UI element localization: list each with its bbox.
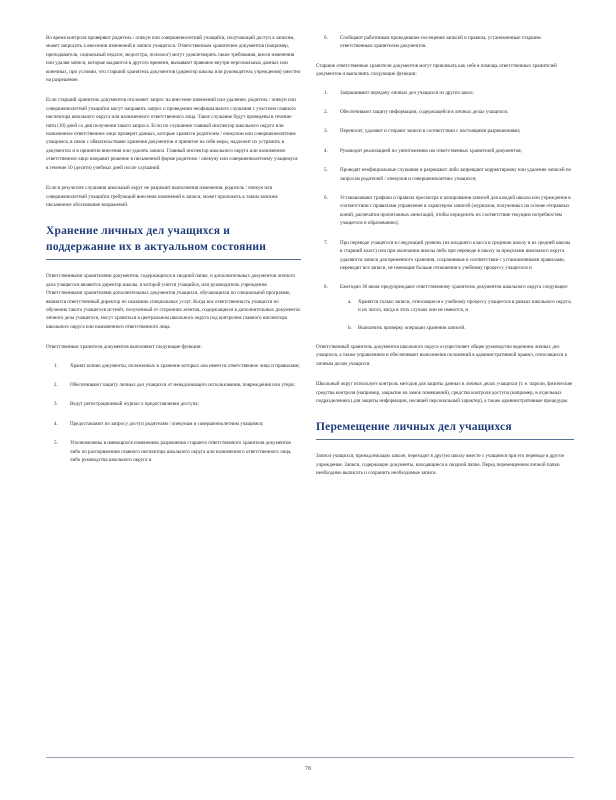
- security-paragraph: Школьный округ использует контроль методов для защиты данных в личных делах учащихся (т. е. пароли, физические средства контроля (например, закрытие на замок помещений), средства контроля доступа (например, в отдельных подразделениях) для защиты информации, носящей персональный характер), а также административные процедуры.: [316, 381, 573, 404]
- section-heading-transfer: Перемещение личных дел учащихся: [316, 421, 512, 434]
- intro-paragraph: Если в результате слушания школьный округ не разрешит выполнения изменения, родитель / опекун или совершеннолетний учащийся требующий внесения изменений в записи, может приложить к таким записям письменное обоснование возражений.: [46, 185, 278, 208]
- list-item: 8. Ежегодно 30 июля предупреждают ответственному хранителю документов школьного округа следующее: a. Хранятся только записи, относящиеся к учебному процессу учащегося в рамках школьного округа, и их число, когда в этих случаях они не имеются, и b. Выполнить проверку операции хранения записей.: [316, 283, 574, 332]
- page-number: 78: [305, 766, 311, 772]
- list-item: 5. Проводят неофициальные слушания и разрешают либо запрещают корректировку или удаление записей по запросам родителей / опекунов и совершеннолетних учащихся;: [324, 167, 572, 182]
- duties-list: [46, 362, 301, 465]
- list-item: 1. Хранят копию документы, положенных в хранение которых она имеется ответственное лицо и правилами;: [54, 362, 300, 369]
- senior-custodian-intro: Старшие ответственные хранители документов могут привлекать как себе в помощь ответственных хранителей документов и выполнять следующие функции:: [316, 62, 557, 78]
- section-divider: [316, 439, 574, 440]
- duties-list-continued: [316, 34, 574, 51]
- intro-paragraph: Во время контроля проверяют родитель / опекун или совершеннолетний учащийся, получающий доступ к записям, может запросить о внесении изменений в записи учащегося. Ответственным хранителем документов (например, преподавателя, социальный педагог, медсестра, психолог) могут удовлетворять такие требования, внося изменения или удаляя записи, которые выдаются в другого времени, вызывают правовое внутри персональных данных или конечных, при условии, что старший хранитель документов (директор школы или руководитель учреждения) уместно на разрешение.: [46, 35, 301, 84]
- section-heading-storage: [46, 223, 301, 255]
- section-divider: [46, 259, 301, 260]
- footer-divider: [46, 757, 574, 758]
- duties-intro: Ответственные хранители документов выполняют следующие функции:: [46, 344, 202, 351]
- sub-list-item: b. Выполнить проверку операции хранения записей.: [348, 324, 466, 331]
- left-column: [46, 34, 301, 475]
- section-heading-line: Хранение личных дел учащихся и: [46, 225, 231, 238]
- list-item: 6. Устанавливают графики и правила просмотра и копирования записей для каждой школы или учреждения в соответствии с правилами управления и характером записей (журналов, полученных на основе отправных копий, распечатки прочитанных аннотаций, чтобы определить их соответствие текущим потребностям учащегося и образованию);: [324, 195, 571, 227]
- district-custodian-paragraph: Ответственный хранитель документов школьного округа осуществляет общее руководство ведением личных дел учащихся, а также управлением и обеспечивает выполнения положений в административной правил, относящихся к личным делам учащихся.: [316, 343, 568, 367]
- list-item: 6. Сообщают работникам проводившие посещения записей и правила, установленные старшим ответственным хранителем документов.: [324, 35, 541, 50]
- sub-list-item: a. Хранятся только записи, относящиеся к учебному процессу учащегося в рамках школьного округа, и их число, когда в этих случаях они не имеются, и: [348, 298, 572, 314]
- list-item: 2. Обеспечивают защиту информации, содержащейся в личных делах учащихся;: [324, 109, 509, 116]
- section-heading-line: поддержание их в актуальном состоянии: [46, 241, 267, 254]
- list-item: 4. Руководит реализацией по уничтожению им ответственных хранителей документов;: [324, 147, 522, 154]
- transfer-paragraph: Записи учащихся, принадлежащих школе, переходят в другую школу вместе с учащимся при его переводе в другое учреждение. Записи, содержащие документы, находящиеся в сводной папке. Перед перемещением личной папки необходимо выписать и сохранить необходимые записи.: [316, 453, 564, 477]
- section-paragraph: Ответственными хранителями документов, содержащихся в сводной папке, и дополнительных документов личного дела учащегося являются директор школы, в которой учится учащийся, или руководитель учреждения. Ответственными хранителями дополнительных документов учащихся, обучающихся по специальной программе, являются ответственный директор по оказанию специальных услуг. Когда вся ответственность учащихся по обучению такого учащегося истечёт, полученный от сторонних агентов, содержащиеся в дополнительных документах личного дела учащегося, могут храниться в центральном школьного округа под контролем главного инспектора школьного округа или назначенного ответственного лица.: [46, 273, 301, 330]
- sub-list: [340, 298, 574, 332]
- list-item: 3. Ведут регистрационный журнал о предоставлении доступа;: [54, 401, 199, 408]
- list-item: 1. Запрашивают передачу личных дел учащихся из других школ;: [324, 89, 474, 96]
- list-item: 2. Обеспечивают защиту личных дел учащихся от ненадлежащего использования, повреждения или утери;: [54, 381, 295, 388]
- intro-paragraph: Если старший хранитель документов отклоняет запрос на внесение изменений или удаление, родитель / опекун или совершеннолетний учащийся могут направить запрос о проведении неофициального слушания с участием главного инспектора школьного округа или назначенного ответственного лица. Такое слушание будут проведены в течение пяти (10) дней со дня получения такого запроса. Если по слушанию главный инспектор школьного округа или назначенное ответственное лицо проверит данных, которые хранятся родителем / опекуном или совершеннолетним учащимся, в связи с обязательствами хранения документов и принятое на себя меры, надлежит их устранить в документах и в принятии внесения или удалять записи. Главный инспектор школьного округа или назначенное ответственное лицо направит решение в письменной форме родителю / опекуну или совершеннолетнему учащемуся в течение 10 (десяти) учебных дней после слушаний.: [46, 97, 298, 171]
- list-item: 5. Уполномочены в имеющихся изменениях разрешения старшего ответственного хранителя документов либо по распоряжению главного инспектора школьного округа или назначенного ответственного лица, либо руководства школьного округа и: [54, 440, 292, 463]
- right-column: [316, 34, 574, 490]
- list-item: 7. При переводе учащегося в следующий уровень (из младшего класса в среднюю школу и из средней школы в старший класс) или при окончании школы либо при переводе в школу за пределами школьного округа удаляются записи для временного хранения, сохраняемые в соответствии с установленными правилами, переводят все записи, не имеющие больше отношения к учебному процессу учащегося и: [324, 239, 571, 271]
- list-item: 3. Переносят, удаляют и стирают записи в соответствии с настоящими разрешениями;: [324, 128, 521, 135]
- list-item: 4. Предоставляют по запросу доступ родителям / опекунам и совершеннолетним учащимся;: [54, 420, 264, 427]
- senior-duties-list: [316, 89, 574, 332]
